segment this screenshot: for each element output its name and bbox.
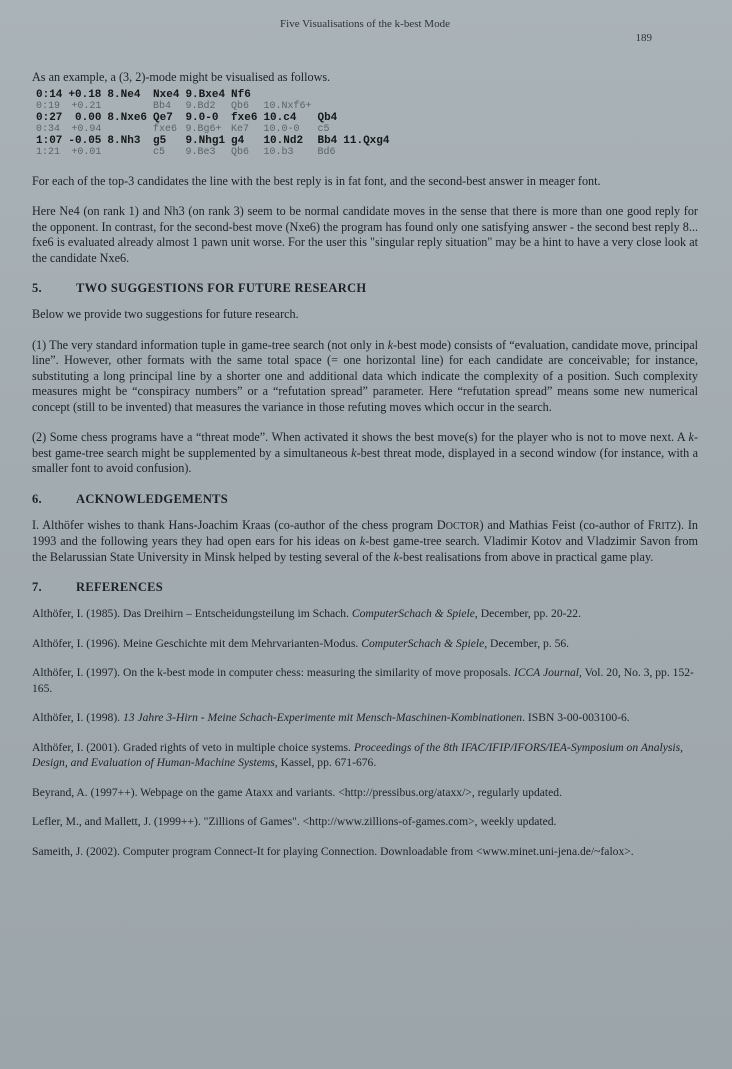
move-cell: 9.Bxe4 — [185, 88, 226, 101]
reference-text: , Kassel, pp. 671-676. — [274, 756, 377, 769]
text-run: k — [688, 430, 694, 444]
section-5-lead: Below we provide two suggestions for future research. — [32, 307, 299, 321]
text-run: k — [359, 534, 366, 548]
move-cell: fxe6 — [231, 111, 258, 124]
move-cell: -0.05 — [68, 134, 102, 147]
fat-font-paragraph: For each of the top-3 candidates the line with the best reply is in fat font, and the second-best answer in meager font. — [32, 173, 601, 188]
reference-text: Beyrand, A. (1997++). Webpage on the game Ataxx and variants. <http://pressibus.org/ataxx/>, regularly updated. — [32, 785, 562, 799]
move-cell: +0.94 — [71, 124, 102, 135]
reference-text: Althöfer, I. (1997). On the k-best mode in computer chess: measuring the similarity of move proposals. — [32, 666, 514, 679]
move-cell: 0:34 — [36, 124, 61, 135]
text-run: -best threat mode, displayed in a second window (for instance, with a smaller font to avoid confusion). — [32, 445, 698, 475]
reference-item — [32, 710, 698, 726]
ne4-paragraph: Here Ne4 (on rank 1) and Nh3 (on rank 3) seem to be normal candidate moves in the sense that there is more than one good reply for the opponent. In contrast, for the second-best move (Nxe6) the program has found only one satisfying answer - the second best reply 8... fxe6 is evaluated already almost 1 pawn unit worse. For the user this "singular reply situation" may be a hint to have a very close look at the candidate Nxe6. — [32, 204, 698, 265]
best-reply-row — [36, 113, 396, 125]
move-cell: +0.01 — [71, 147, 102, 158]
text-run: I. Althöfer wishes to thank Hans-Joachim Kraas (co-author of the chess program D — [32, 517, 446, 532]
text-run: -best realisations from above in practical game play. — [398, 549, 654, 564]
move-cell: 10.b3 — [263, 147, 294, 158]
second-reply-row — [36, 124, 396, 136]
reference-source: ComputerSchach & Spiele — [351, 607, 475, 620]
reference-list — [32, 606, 698, 859]
reference-item — [32, 785, 698, 801]
move-cell — [317, 101, 343, 113]
move-cell: 0:19 — [36, 101, 61, 112]
reference-text: Althöfer, I. (1996). Meine Geschichte mit dem Mehrvarianten-Modus. — [32, 636, 362, 650]
text-run: OCTOR — [445, 520, 480, 532]
move-cell: Qb6 — [231, 147, 250, 158]
move-cell: Nf6 — [231, 88, 251, 101]
move-cell: Qb4 — [317, 111, 338, 124]
reference-text: Sameith, J. (2002). Computer program Connect-It for playing Connection. Downloadable from <www.minet.uni-jena.de/~falox>. — [32, 844, 634, 858]
section-7-title: REFERENCES — [76, 580, 164, 594]
section-6-heading — [32, 492, 698, 507]
reference-source: Proceedings of the 8th IFAC/IFIP/IFORS/IEA-Symposium on Analysis, Design, and Evaluation of Human-Machine Systems — [32, 740, 684, 769]
move-cell: 0.00 — [75, 111, 102, 124]
move-cell: c5 — [317, 124, 330, 135]
move-table — [36, 90, 396, 159]
reference-text: Althöfer, I. (1985). Das Dreihirn – Entscheidungsteilung im Schach. — [32, 607, 352, 620]
move-cell: Bb4 — [153, 101, 172, 112]
reference-text: . ISBN 3-00-003100-6. — [522, 711, 630, 724]
move-cell: 1:21 — [36, 147, 61, 158]
move-cell: g4 — [231, 134, 245, 147]
reference-item — [32, 665, 698, 696]
page-number: 189 — [635, 32, 652, 44]
text-run: -best game-tree search might be supplemented by a simultaneous — [32, 430, 698, 460]
reference-source: 13 Jahre 3-Hirn - Meine Schach-Experimente mit Mensch-Maschinen-Kombinationen — [122, 711, 523, 724]
second-reply-row — [36, 101, 396, 113]
reference-item — [32, 814, 698, 830]
move-cell: 9.Bd2 — [185, 101, 216, 112]
move-cell: 10.Nd2 — [263, 134, 304, 147]
suggestion-2 — [32, 430, 698, 477]
move-cell: 1:07 — [36, 134, 63, 147]
second-reply-row — [36, 147, 396, 159]
move-cell — [107, 147, 153, 159]
suggestion-1 — [32, 338, 698, 416]
reference-item — [32, 740, 698, 771]
move-cell: 10.c4 — [263, 111, 297, 124]
section-6-title: ACKNOWLEDGEMENTS — [76, 491, 229, 506]
move-cell: Ke7 — [231, 124, 250, 135]
move-cell: g5 — [153, 134, 167, 147]
text-run: (2) Some chess programs have a “threat mode”. When activated it shows the best move(s) for the player who is not to move next. A — [32, 430, 689, 444]
move-cell: 9.Be3 — [185, 147, 216, 158]
reference-item — [32, 844, 698, 860]
text-run: k — [393, 549, 399, 564]
section-5-heading — [32, 281, 698, 296]
move-cell — [343, 113, 395, 125]
move-cell — [107, 124, 153, 136]
move-cell: 9.0-0 — [185, 111, 219, 124]
section-5-title: TWO SUGGESTIONS FOR FUTURE RESEARCH — [76, 281, 367, 295]
section-7-heading — [32, 580, 698, 595]
move-cell: 11.Qxg4 — [343, 134, 390, 147]
move-cell: 9.Nhg1 — [185, 134, 226, 147]
text-run: k — [387, 337, 394, 352]
reference-source: ComputerSchach & Spiele — [361, 636, 485, 650]
reference-item — [32, 606, 698, 622]
move-cell: +0.18 — [68, 88, 102, 101]
reference-text: Lefler, M., and Mallett, J. (1999++). "Zillions of Games". <http://www.zillions-of-games.com>, weekly updated. — [32, 815, 557, 828]
move-cell: +0.21 — [71, 101, 102, 112]
move-cell — [263, 90, 317, 102]
move-cell: 8.Ne4 — [107, 88, 141, 101]
move-cell: 10.Nxf6+ — [263, 101, 312, 112]
move-cell: 10.0-0 — [263, 124, 300, 135]
reference-source: ICCA Journal — [513, 666, 580, 679]
reference-text: , Vol. 20, No. 3, pp. 152-165. — [32, 666, 694, 695]
reference-text: , December, pp. 20-22. — [474, 607, 582, 620]
move-cell: Qb6 — [231, 101, 250, 112]
text-run: k — [351, 445, 357, 460]
intro-text: As an example, a (3, 2)-mode might be visualised as follows. — [32, 70, 331, 84]
text-run: -best mode) consists of “evaluation, candidate move, principal line”. However, other formats with the same total space (= one horizontal line) for each candidate are conceivable; for instance, substituting a long principal line by a shorter one and additional data which indicate the complexity of a position. Such complexity measures might be “conspiracy numbers” or a “refutation spread” parameter. Here “refutation spread” means some new numerical concept (still to be invented) that measures the variance in those refuting moves which occur in the search. — [32, 337, 698, 414]
move-cell — [107, 101, 153, 113]
move-cell: 0:27 — [36, 111, 63, 124]
running-title: Five Visualisations of the k-best Mode — [280, 18, 450, 30]
section-5-number: 5. — [32, 281, 42, 295]
move-cell: Bb4 — [317, 134, 338, 147]
reference-text: Althöfer, I. (1998). — [32, 711, 123, 724]
move-cell — [343, 124, 395, 136]
move-cell — [343, 101, 395, 113]
reference-text: , December, p. 56. — [484, 636, 570, 650]
move-cell — [343, 90, 395, 102]
text-run: -best game-tree search. Vladimir Kotov and Vladzimir Savon from the Belarussian State University in Minsk helped by testing several of the — [32, 534, 698, 564]
move-cell — [343, 147, 395, 159]
move-cell: 0:14 — [36, 88, 63, 101]
text-run: ) and Mathias Feist (co-author of F — [479, 517, 655, 532]
text-run: RITZ — [654, 520, 677, 532]
section-7-number: 7. — [32, 580, 42, 594]
move-cell — [317, 90, 343, 102]
move-cell: 8.Nxe6 — [107, 111, 148, 124]
acknowledgements-text — [32, 518, 698, 566]
reference-text: Althöfer, I. (2001). Graded rights of veto in multiple choice systems. — [32, 740, 354, 754]
section-6-number: 6. — [32, 491, 42, 506]
move-cell: Qe7 — [153, 111, 173, 124]
move-cell: fxe6 — [153, 124, 178, 135]
move-cell: Bd6 — [317, 147, 336, 158]
best-reply-row — [36, 136, 396, 148]
best-reply-row — [36, 90, 396, 102]
move-cell: 8.Nh3 — [107, 134, 141, 147]
text-run: (1) The very standard information tuple in game-tree search (not only in — [32, 337, 388, 352]
move-cell: Nxe4 — [153, 88, 180, 101]
move-cell: 9.Bg6+ — [185, 124, 222, 135]
text-run: ). In 1993 and the following years they had open ears for his ideas on — [32, 517, 698, 548]
move-cell: c5 — [153, 147, 166, 158]
reference-item — [32, 636, 698, 652]
